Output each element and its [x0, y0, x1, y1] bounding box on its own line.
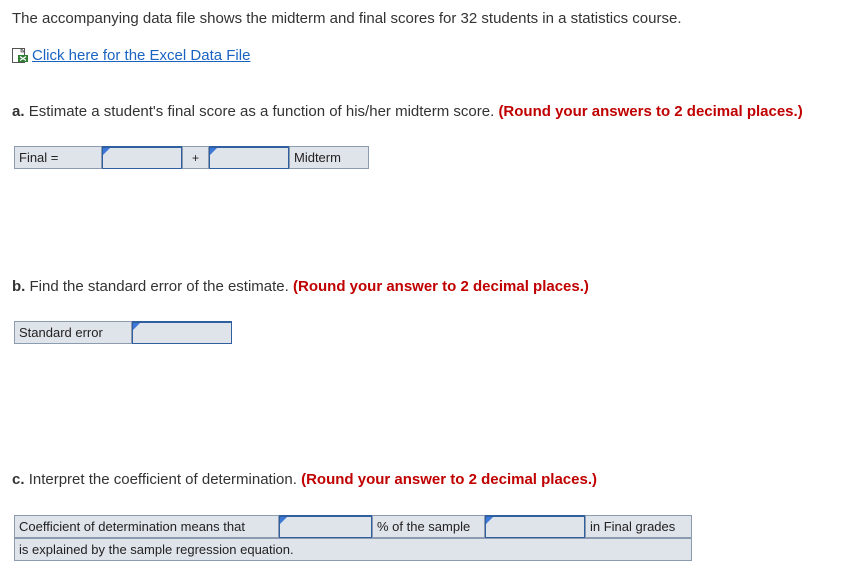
interpretation-row-1	[14, 515, 692, 538]
question-a-note: (Round your answers to 2 decimal places.)	[498, 103, 803, 120]
plus-sign: +	[182, 146, 209, 169]
midterm-label: Midterm	[289, 146, 369, 169]
standard-error-label: Standard error	[14, 321, 132, 344]
excel-file-icon	[12, 48, 29, 63]
question-a-text: Estimate a student's final score as a function of his/her midterm score.	[28, 103, 495, 120]
explained-by-regression-label: is explained by the sample regression equation.	[14, 538, 692, 561]
excel-data-file-link[interactable]	[12, 47, 250, 64]
question-c-note: (Round your answer to 2 decimal places.)	[301, 471, 597, 488]
question-a-label: a.	[12, 103, 25, 120]
question-b-note: (Round your answer to 2 decimal places.)	[293, 278, 589, 295]
percent-input[interactable]	[279, 515, 372, 538]
intro-text: The accompanying data file shows the midterm and final scores for 32 students in a statistics course.	[12, 10, 682, 27]
question-c-label: c.	[12, 471, 25, 488]
interpretation-row-2	[14, 538, 692, 561]
question-b-text: Find the standard error of the estimate.	[29, 278, 289, 295]
final-label: Final =	[14, 146, 102, 169]
percent-of-sample-label: % of the sample	[372, 515, 485, 538]
question-b	[12, 278, 589, 295]
coefficient-phrase: Coefficient of determination means that	[14, 515, 279, 538]
question-c-text: Interpret the coefficient of determination.	[28, 471, 297, 488]
question-b-label: b.	[12, 278, 26, 295]
standard-error-row	[14, 321, 232, 344]
variation-input[interactable]	[485, 515, 585, 538]
standard-error-input[interactable]	[132, 321, 232, 344]
excel-data-file-link-label: Click here for the Excel Data File	[32, 47, 251, 64]
regression-equation-row	[14, 146, 369, 169]
slope-input[interactable]	[209, 146, 289, 169]
intercept-input[interactable]	[102, 146, 182, 169]
question-a	[12, 103, 803, 120]
question-c	[12, 471, 597, 488]
in-final-grades-label: in Final grades	[585, 515, 692, 538]
